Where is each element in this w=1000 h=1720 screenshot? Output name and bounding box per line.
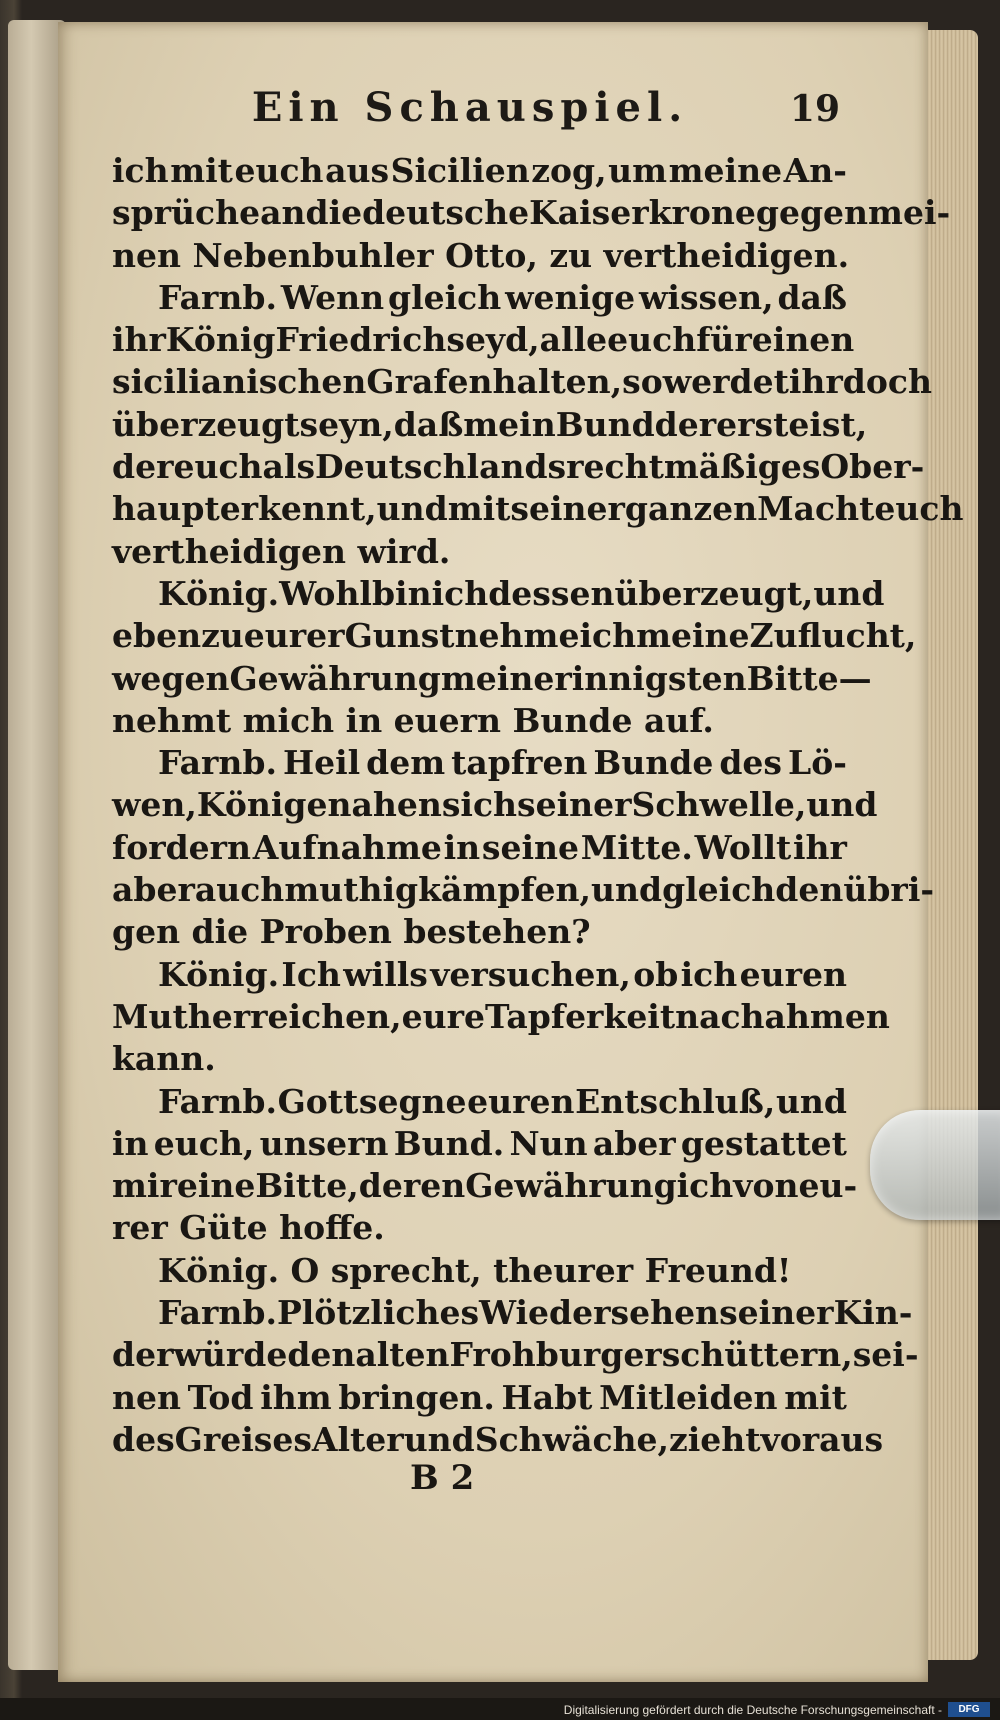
text-line: der euch als Deutschlands rechtmäßiges Ober- xyxy=(112,447,925,487)
page-number: 19 xyxy=(789,88,840,130)
text-line: nehmt mich in euern Bunde auf. xyxy=(112,700,714,740)
text-line: sprüche an die deutsche Kaiserkrone gegen mei- xyxy=(112,193,951,233)
page-clip xyxy=(870,1110,1000,1220)
text-line: kann. xyxy=(112,1039,216,1079)
text-line: in euch, unsern Bund. Nun aber gestattet xyxy=(112,1123,847,1163)
page-stack-edge xyxy=(920,30,978,1660)
text-line: gen die Proben bestehen? xyxy=(112,912,591,952)
text-line: ihr König Friedrich seyd, alle euch für einen xyxy=(112,320,855,360)
text-line: König. Ich wills versuchen, ob ich euren xyxy=(158,954,847,994)
text-line: haupt erkennt, und mit seiner ganzen Macht euch xyxy=(112,489,964,529)
text-line: wegen Gewährung meiner innigsten Bitte — xyxy=(112,658,872,698)
text-line: aber auch muthig kämpfen, und gleich den übri- xyxy=(112,870,935,910)
text-line: eben zu eurer Gunst nehme ich meine Zuflucht, xyxy=(112,616,917,656)
running-title: Ein Schauspiel. xyxy=(251,84,689,131)
body-text xyxy=(112,150,964,1461)
text-line: fordern Aufnahme in seine Mitte. Wollt ihr xyxy=(112,827,847,867)
footer-credit: Digitalisierung gefördert durch die Deutsche Forschungsgemeinschaft - xyxy=(563,1703,942,1717)
dfg-logo: DFG xyxy=(948,1702,990,1717)
page-header xyxy=(100,84,840,154)
text-line: König. Wohl bin ich dessen überzeugt, und xyxy=(158,573,885,613)
text-line: Farnb. Plötzliches Wiedersehen seiner Kin- xyxy=(158,1293,913,1333)
footer-bar xyxy=(0,1698,1000,1720)
text-line: König. O sprecht, theurer Freund! xyxy=(158,1250,792,1290)
text-line: rer Güte hoffe. xyxy=(112,1208,385,1248)
signature-mark: B 2 xyxy=(410,1458,475,1498)
text-line: überzeugt seyn, daß mein Bund der erste ist, xyxy=(112,404,868,444)
text-line: Farnb. Heil dem tapfren Bunde des Lö- xyxy=(158,743,847,783)
text-line: nen Nebenbuhler Otto, zu vertheidigen. xyxy=(112,235,850,275)
text-line: der würde den alten Frohburg erschüttern, sei- xyxy=(112,1335,919,1375)
text-line: Farnb. Wenn gleich wenige wissen, daß xyxy=(158,277,847,317)
text-line: sicilianischen Grafen halten, so werdet ihr doch xyxy=(112,362,932,402)
text-line: des Greises Alter und Schwäche, zieht voraus xyxy=(112,1419,884,1459)
text-line: nen Tod ihm bringen. Habt Mitleiden mit xyxy=(112,1377,847,1417)
text-line: ich mit euch aus Sicilien zog, um meine An- xyxy=(112,151,847,190)
text-line: vertheidigen wird. xyxy=(112,531,451,571)
text-line: wen, Könige nahen sich seiner Schwelle, und xyxy=(112,785,878,825)
text-line: mir eine Bitte, deren Gewährung ich von eu- xyxy=(112,1166,858,1206)
text-line: Muth erreichen, eure Tapferkeit nachahmen xyxy=(112,996,890,1036)
text-line: Farnb. Gott segne euren Entschluß, und xyxy=(158,1081,847,1121)
